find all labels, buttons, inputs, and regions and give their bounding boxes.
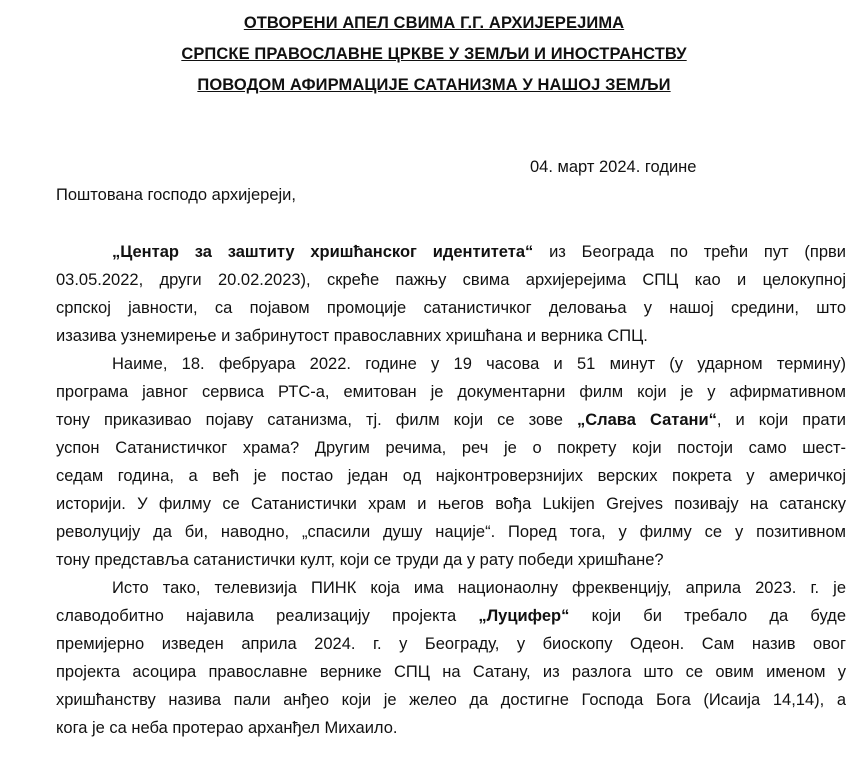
- paragraph-line: програма јавног сервиса РТС-а, емитован је документарни филм који је у афирмативном: [56, 383, 846, 401]
- paragraph-line: хришћанству назива пали анђео који је желео да достигне Господа Бога (Исаија 14,14), а: [56, 691, 846, 709]
- paragraph-line: седам година, а већ је постао један од најконтроверзнијих верских покрета у америчкој: [56, 467, 846, 485]
- document-date: 04. март 2024. године: [530, 158, 697, 176]
- film-title: „Слава Сатани“: [576, 411, 717, 429]
- paragraph-line: Исто тако, телевизија ПИНК која има национаолну фреквенцију, априла 2023. г. је: [112, 579, 846, 597]
- text-span: који би требало да буде: [569, 607, 846, 625]
- text-span: славодобитно најавила реализацију пројекта: [56, 607, 479, 625]
- paragraph-line: успон Сатанистичког храма? Другим речима, реч је о покрету који постоји само шест-: [56, 439, 846, 457]
- paragraph-line: револуцију да би, наводно, „спасили душу нације“. Поред тога, у филму се у позитивном: [56, 523, 846, 541]
- paragraph-line: [56, 606, 846, 626]
- title-line-3: ПОВОДОМ АФИРМАЦИЈЕ САТАНИЗМА У НАШОЈ ЗЕМЉИ: [197, 76, 671, 94]
- paragraph-line: историји. У филму се Сатанистички храм и његов вођа Lukijen Grejves позивају на сатанску: [56, 495, 846, 513]
- paragraph-line: [112, 242, 846, 262]
- paragraph-line: Наиме, 18. фебруара 2022. године у 19 часова и 51 минут (у ударном термину): [112, 355, 846, 373]
- project-title: „Луцифер“: [478, 607, 570, 625]
- text-span: , и који прати: [716, 411, 846, 429]
- salutation: Поштована господо архијереји,: [56, 186, 296, 204]
- paragraph-line: [56, 410, 846, 430]
- title-line-1: ОТВОРЕНИ АПЕЛ СВИМА Г.Г. АРХИЈЕРЕЈИМА: [243, 14, 625, 32]
- paragraph-line: пројекта асоцира православне вернике СПЦ на Сатану, из разлога што се овим именом у: [56, 663, 846, 681]
- paragraph-line: изазива узнемирење и забринутост православних хришћана и верника СПЦ.: [56, 327, 648, 345]
- paragraph-line: премијерно изведен априла 2024. г. у Београду, у биоскопу Одеон. Сам назив овог: [56, 635, 846, 653]
- paragraph-line: кога је са неба протерао арханђел Михаило.: [56, 719, 398, 737]
- title-line-2: СРПСКЕ ПРАВОСЛАВНЕ ЦРКВЕ У ЗЕМЉИ И ИНОСТРАНСТВУ: [181, 45, 687, 63]
- text-span: из Београда по трећи пут (први: [533, 243, 846, 261]
- paragraph-line: 03.05.2022, други 20.02.2023), скреће пажњу свима архијерејима СПЦ као и целокупној: [56, 271, 846, 289]
- paragraph-line: тону представља сатанистички култ, који се труди да у рату победи хришћане?: [56, 551, 664, 569]
- text-span: тону приказивао појаву сатанизма, тј. филм који се зове: [56, 411, 577, 429]
- paragraph-line: српској јавности, са појавом промоције сатанистичког деловања у нашој средини, што: [56, 299, 846, 317]
- organization-name: „Центар за заштиту хришћанског идентитета“: [112, 243, 534, 261]
